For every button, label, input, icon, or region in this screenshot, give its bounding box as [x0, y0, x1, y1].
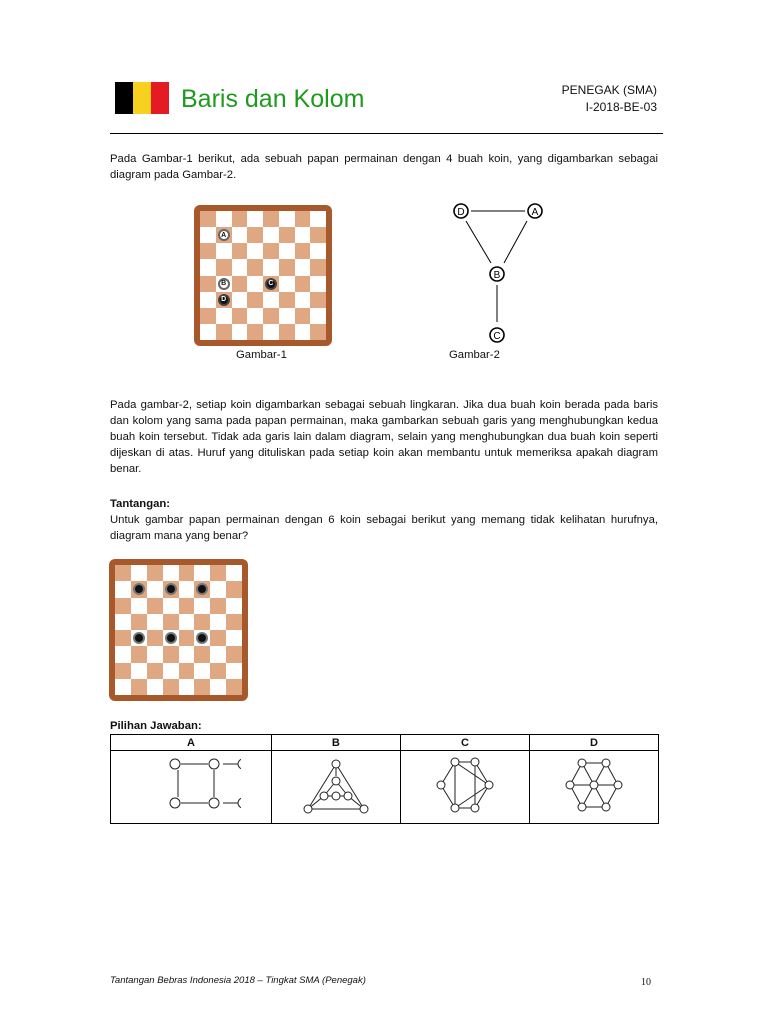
- option-b-header: B: [271, 735, 400, 751]
- board-cell: [226, 581, 242, 597]
- board-cell: [295, 259, 311, 275]
- board-cell: [279, 308, 295, 324]
- board-cell: [200, 211, 216, 227]
- option-a-cell[interactable]: [111, 751, 272, 824]
- board-cell: [263, 324, 279, 340]
- board-cell: [232, 276, 248, 292]
- challenge-text: Untuk gambar papan permainan dengan 6 koin sebagai berikut yang memang tidak kelihatan hurufnya, diagram mana yang benar?: [110, 514, 658, 542]
- board-cell: [247, 292, 263, 308]
- board-cell: [279, 276, 295, 292]
- board-cell: [179, 630, 195, 646]
- board-cell: [216, 324, 232, 340]
- board-cell: [216, 227, 232, 243]
- explanation-paragraph: Pada gambar-2, setiap koin digambarkan sebagai sebuah lingkaran. Jika dua buah koin berada pada baris dan kolom yang sama pada papan permainan, maka gambarkan sebuah garis yang menghubungkan kedua buah koin tersebut. Tidak ada garis lain dalam diagram, selain yang menghubungkan dua buah koin seperti dijeskan di atas. Huruf yang dituliskan pada setiap koin akan membantu untuk memeriksa apakah diagram benar.: [110, 399, 658, 475]
- coin-label: A: [221, 231, 227, 239]
- coin: [165, 583, 177, 595]
- coin-label: D: [221, 296, 227, 304]
- board-cell: [263, 292, 279, 308]
- board-cell: [232, 211, 248, 227]
- board-cell: [310, 211, 326, 227]
- board-cell: [200, 276, 216, 292]
- board-cell: [263, 211, 279, 227]
- board-cell: [263, 227, 279, 243]
- board-cell: [115, 663, 131, 679]
- board-cell: [310, 308, 326, 324]
- node-d-label: D: [457, 207, 465, 218]
- board-cell: [216, 243, 232, 259]
- figure2-caption: Gambar-2: [449, 349, 500, 361]
- board-cell: [279, 227, 295, 243]
- board-cell: [247, 227, 263, 243]
- board-cell: [194, 630, 210, 646]
- board-cell: [179, 565, 195, 581]
- board-cell: [247, 259, 263, 275]
- board-cell: [147, 598, 163, 614]
- board-cell: [147, 646, 163, 662]
- board-cell: [263, 276, 279, 292]
- board-cell: [179, 598, 195, 614]
- intro-paragraph: Pada Gambar-1 berikut, ada sebuah papan permainan dengan 4 buah koin, yang digambarkan sebagai diagram pada Gambar-2.: [110, 153, 658, 181]
- board-cell: [310, 259, 326, 275]
- challenge-heading: Tantangan:: [110, 498, 171, 510]
- board-cell: [210, 630, 226, 646]
- board-cell: [147, 581, 163, 597]
- board-cell: [194, 565, 210, 581]
- board-cell: [310, 324, 326, 340]
- board-cell: [226, 630, 242, 646]
- board-cell: [163, 630, 179, 646]
- board-cell: [147, 565, 163, 581]
- board-cell: [179, 646, 195, 662]
- board-cell: [179, 581, 195, 597]
- board-cell: [216, 276, 232, 292]
- board-cell: [131, 565, 147, 581]
- header-divider: [110, 133, 663, 134]
- board-cell: [115, 646, 131, 662]
- board-cell: [179, 679, 195, 695]
- board-cell: [131, 630, 147, 646]
- board-cell: [115, 679, 131, 695]
- board-cell: [247, 243, 263, 259]
- board-cell: [200, 324, 216, 340]
- coin-label: B: [221, 280, 227, 288]
- board-cell: [247, 308, 263, 324]
- board-cell: [232, 259, 248, 275]
- board-cell: [232, 324, 248, 340]
- page-title: Baris dan Kolom: [181, 85, 365, 113]
- board-cell: [147, 663, 163, 679]
- node-b: [490, 267, 504, 281]
- board-cell: [163, 565, 179, 581]
- figure1-caption: Gambar-1: [236, 349, 287, 361]
- board-cell: [226, 565, 242, 581]
- board-cell: [210, 663, 226, 679]
- level-label: PENEGAK (SMA): [561, 83, 657, 97]
- board-cell: [179, 614, 195, 630]
- board-cell: [279, 243, 295, 259]
- answers-table: [110, 734, 659, 824]
- coin: [133, 632, 145, 644]
- board-cell: [247, 324, 263, 340]
- figure1-grid: [200, 211, 326, 340]
- board-cell: [216, 292, 232, 308]
- board-cell: [131, 663, 147, 679]
- board-cell: [115, 565, 131, 581]
- board-cell: [131, 598, 147, 614]
- figure2-diagram: [440, 196, 560, 348]
- board-cell: [279, 292, 295, 308]
- board-cell: [216, 259, 232, 275]
- figure1-board: [194, 205, 332, 346]
- coin: [196, 632, 208, 644]
- board-cell: [163, 679, 179, 695]
- board-cell: [216, 211, 232, 227]
- board-cell: [194, 581, 210, 597]
- board-cell: [200, 243, 216, 259]
- board-cell: [210, 598, 226, 614]
- board-cell: [247, 276, 263, 292]
- board-cell: [163, 663, 179, 679]
- board-cell: [131, 679, 147, 695]
- coin-c: [265, 278, 277, 290]
- node-d: [454, 204, 468, 218]
- option-c-cell[interactable]: [400, 751, 529, 824]
- coin-b: [218, 278, 230, 290]
- node-a: [528, 204, 542, 218]
- board-cell: [194, 598, 210, 614]
- footer-text: Tantangan Bebras Indonesia 2018 – Tingkat SMA (Penegak): [110, 975, 366, 986]
- board-cell: [295, 243, 311, 259]
- flag-stripe-red: [151, 82, 169, 114]
- board-cell: [147, 679, 163, 695]
- board-cell: [226, 598, 242, 614]
- board-cell: [232, 308, 248, 324]
- option-c-diagram: [425, 752, 505, 818]
- page-number: 10: [641, 977, 651, 988]
- board-cell: [194, 663, 210, 679]
- board-cell: [210, 646, 226, 662]
- board-cell: [310, 276, 326, 292]
- board-cell: [115, 581, 131, 597]
- board-cell: [226, 646, 242, 662]
- board-cell: [310, 227, 326, 243]
- board-cell: [131, 581, 147, 597]
- board-cell: [194, 679, 210, 695]
- option-d-diagram: [554, 752, 634, 818]
- coin: [196, 583, 208, 595]
- board-cell: [232, 243, 248, 259]
- flag-stripe-black: [115, 82, 133, 114]
- board-cell: [295, 292, 311, 308]
- coin: [133, 583, 145, 595]
- board-cell: [115, 630, 131, 646]
- board-cell: [279, 324, 295, 340]
- board-cell: [210, 614, 226, 630]
- coin: [165, 632, 177, 644]
- edge-d-b: [466, 221, 491, 263]
- option-a-header: A: [111, 735, 272, 751]
- board-cell: [200, 292, 216, 308]
- board-cell: [295, 276, 311, 292]
- board-cell: [200, 227, 216, 243]
- board-cell: [210, 565, 226, 581]
- option-b-cell[interactable]: [271, 751, 400, 824]
- coin-a: [218, 229, 230, 241]
- board-cell: [263, 243, 279, 259]
- board-cell: [147, 630, 163, 646]
- board-cell: [295, 324, 311, 340]
- flag-stripe-yellow: [133, 82, 151, 114]
- header-meta: [562, 82, 657, 116]
- board-cell: [163, 646, 179, 662]
- board-cell: [216, 308, 232, 324]
- board-cell: [295, 227, 311, 243]
- board-cell: [310, 292, 326, 308]
- board-cell: [310, 243, 326, 259]
- board-cell: [200, 308, 216, 324]
- belgium-flag: [115, 82, 169, 114]
- option-c-header: C: [400, 735, 529, 751]
- board-cell: [115, 598, 131, 614]
- board-cell: [295, 308, 311, 324]
- option-b-diagram: [296, 752, 376, 818]
- option-d-header: D: [529, 735, 658, 751]
- board-cell: [131, 614, 147, 630]
- board-cell: [279, 259, 295, 275]
- board-cell: [163, 614, 179, 630]
- board-cell: [210, 581, 226, 597]
- node-b-label: B: [493, 270, 501, 281]
- board-cell: [232, 227, 248, 243]
- answers-heading: Pilihan Jawaban:: [110, 720, 202, 732]
- board-cell: [247, 211, 263, 227]
- board-cell: [194, 614, 210, 630]
- node-a-label: A: [531, 207, 539, 218]
- board-cell: [226, 614, 242, 630]
- board-cell: [210, 679, 226, 695]
- edge-a-b: [504, 221, 527, 263]
- board-cell: [295, 211, 311, 227]
- node-c-label: C: [493, 331, 501, 342]
- node-c: [490, 328, 504, 342]
- task-code: I-2018-BE-03: [585, 100, 657, 114]
- board-cell: [200, 259, 216, 275]
- board-cell: [232, 292, 248, 308]
- coin-label: C: [268, 280, 274, 288]
- option-a-diagram: [141, 752, 241, 818]
- board-cell: [147, 614, 163, 630]
- board-cell: [131, 646, 147, 662]
- board-cell: [226, 679, 242, 695]
- board-cell: [115, 614, 131, 630]
- coin-d: [218, 294, 230, 306]
- board-cell: [263, 259, 279, 275]
- board-cell: [226, 663, 242, 679]
- challenge-board: [109, 559, 248, 701]
- board-cell: [163, 598, 179, 614]
- option-d-cell[interactable]: [529, 751, 658, 824]
- board-cell: [179, 663, 195, 679]
- board-cell: [194, 646, 210, 662]
- challenge-grid: [115, 565, 242, 695]
- board-cell: [263, 308, 279, 324]
- board-cell: [279, 211, 295, 227]
- board-cell: [163, 581, 179, 597]
